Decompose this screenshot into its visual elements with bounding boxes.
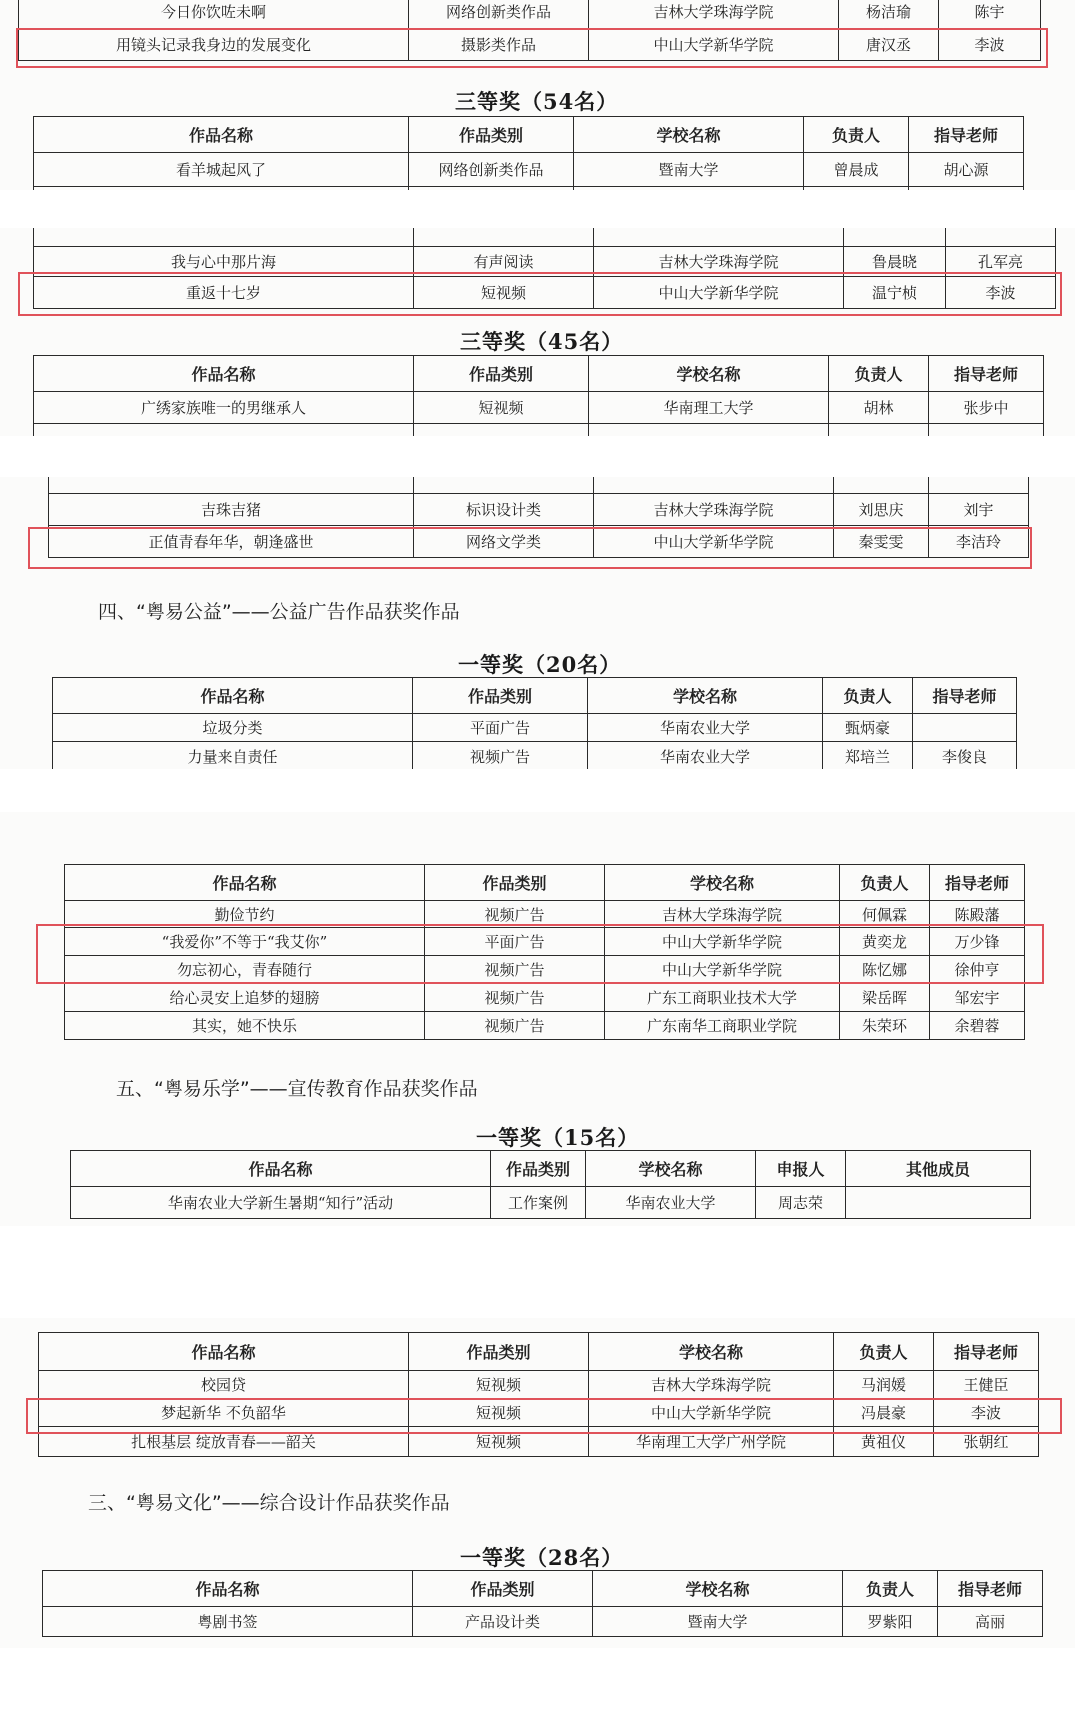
mentor: 胡心源 bbox=[909, 153, 1024, 187]
lead-person: 马润媛 bbox=[834, 1371, 934, 1399]
header-school: 学校名称 bbox=[605, 865, 840, 901]
table-header-row bbox=[34, 356, 1044, 392]
award-level-title: 三等奖（54名） bbox=[455, 89, 619, 114]
table-row bbox=[53, 742, 1017, 770]
header-mentor: 指导老师 bbox=[938, 1571, 1043, 1607]
school-name: 广东工商职业技术大学 bbox=[605, 984, 840, 1012]
work-category: 短视频 bbox=[409, 1399, 589, 1427]
school-name: 吉林大学珠海学院 bbox=[594, 247, 844, 277]
table-row bbox=[34, 228, 1056, 247]
awards-table bbox=[33, 355, 1044, 436]
lead-person: 黄奕龙 bbox=[840, 928, 930, 956]
applicant: 周志荣 bbox=[756, 1187, 846, 1219]
header-school: 学校名称 bbox=[586, 1151, 756, 1187]
school-name: 中山大学新华学院 bbox=[594, 526, 834, 558]
work-name: 梦起新华 不负韶华 bbox=[39, 1399, 409, 1427]
work-name: 力量来自责任 bbox=[53, 742, 413, 770]
work-name: 重返十七岁 bbox=[34, 277, 414, 309]
lead-person: 朱荣环 bbox=[840, 1012, 930, 1040]
school-name: 广东南华工商职业学院 bbox=[605, 1012, 840, 1040]
lead-person: 郑培兰 bbox=[823, 742, 913, 770]
header-category: 作品类别 bbox=[425, 865, 605, 901]
work-category: 网络文学类 bbox=[414, 526, 594, 558]
work-category: 视频广告 bbox=[425, 901, 605, 928]
header-lead: 负责人 bbox=[804, 117, 909, 153]
work-name: 正值青春年华，朝逢盛世 bbox=[49, 526, 414, 558]
lead-person: 罗紫阳 bbox=[843, 1607, 938, 1637]
work-category: 视频广告 bbox=[425, 1012, 605, 1040]
mentor: 余碧蓉 bbox=[930, 1012, 1025, 1040]
table-header-row bbox=[43, 1571, 1043, 1607]
mentor: 孔军亮 bbox=[946, 247, 1056, 277]
work-category: 网络创新类作品 bbox=[409, 0, 589, 29]
awards-table bbox=[33, 228, 1056, 309]
table-row bbox=[65, 1012, 1025, 1040]
table-row bbox=[71, 1187, 1031, 1219]
awards-table bbox=[42, 1570, 1043, 1637]
mentor bbox=[913, 714, 1017, 742]
awards-table bbox=[52, 677, 1017, 769]
header-other-members: 其他成员 bbox=[846, 1151, 1031, 1187]
table-row bbox=[49, 494, 1029, 526]
other-members bbox=[846, 1187, 1031, 1219]
school-name: 华南理工大学 bbox=[589, 392, 829, 424]
lead-person: 杨洁瑜 bbox=[839, 0, 939, 29]
work-category: 标识设计类 bbox=[414, 494, 594, 526]
header-applicant: 申报人 bbox=[756, 1151, 846, 1187]
document-fragment-2 bbox=[0, 228, 1075, 436]
work-name: 校园贷 bbox=[39, 1371, 409, 1399]
mentor: 张步中 bbox=[929, 392, 1044, 424]
header-work-name: 作品名称 bbox=[53, 678, 413, 714]
work-name: 今日你饮咗未啊 bbox=[19, 0, 409, 29]
awards-table bbox=[18, 0, 1041, 61]
mentor: 邹宏宇 bbox=[930, 984, 1025, 1012]
mentor: 徐仲亨 bbox=[930, 956, 1025, 984]
header-mentor: 指导老师 bbox=[934, 1333, 1039, 1371]
work-category: 视频广告 bbox=[413, 742, 588, 770]
lead-person: 冯晨豪 bbox=[834, 1399, 934, 1427]
work-category: 视频广告 bbox=[425, 984, 605, 1012]
school-name: 中山大学新华学院 bbox=[589, 1399, 834, 1427]
table-row bbox=[65, 928, 1025, 956]
work-category: 平面广告 bbox=[425, 928, 605, 956]
header-school: 学校名称 bbox=[589, 1333, 834, 1371]
work-name: 给心灵安上追梦的翅膀 bbox=[65, 984, 425, 1012]
lead-person: 温宁桢 bbox=[844, 277, 946, 309]
document-fragment-3 bbox=[0, 477, 1075, 769]
table-header-row bbox=[39, 1333, 1039, 1371]
lead-person: 秦雯雯 bbox=[834, 526, 929, 558]
mentor: 陈殿藩 bbox=[930, 901, 1025, 928]
work-name: 华南农业大学新生暑期“知行”活动 bbox=[71, 1187, 491, 1219]
section-heading: 三、“粤易文化”——综合设计作品获奖作品 bbox=[88, 1492, 450, 1514]
header-category: 作品类别 bbox=[409, 1333, 589, 1371]
awards-table bbox=[48, 477, 1029, 558]
school-name: 暨南大学 bbox=[593, 1607, 843, 1637]
work-category: 短视频 bbox=[409, 1371, 589, 1399]
lead-person: 刘思庆 bbox=[834, 494, 929, 526]
header-category: 作品类别 bbox=[413, 678, 588, 714]
work-category: 平面广告 bbox=[413, 714, 588, 742]
school-name: 华南农业大学 bbox=[586, 1187, 756, 1219]
school-name: 中山大学新华学院 bbox=[605, 928, 840, 956]
table-row bbox=[49, 526, 1029, 558]
table-row bbox=[65, 901, 1025, 928]
work-category: 短视频 bbox=[414, 392, 589, 424]
table-row bbox=[65, 984, 1025, 1012]
table-row bbox=[34, 187, 1024, 191]
section-heading: 五、“粤易乐学”——宣传教育作品获奖作品 bbox=[116, 1078, 478, 1100]
work-category: 产品设计类 bbox=[413, 1607, 593, 1637]
header-category: 作品类别 bbox=[414, 356, 589, 392]
work-category: 视频广告 bbox=[425, 956, 605, 984]
header-work-name: 作品名称 bbox=[34, 117, 409, 153]
award-level-title: 一等奖（28名） bbox=[460, 1545, 624, 1570]
table-row bbox=[39, 1427, 1039, 1457]
school-name: 中山大学新华学院 bbox=[605, 956, 840, 984]
work-name: 勿忘初心，青春随行 bbox=[65, 956, 425, 984]
work-name: 垃圾分类 bbox=[53, 714, 413, 742]
table-row bbox=[43, 1607, 1043, 1637]
table-row bbox=[19, 0, 1041, 29]
header-mentor: 指导老师 bbox=[913, 678, 1017, 714]
table-row bbox=[34, 153, 1024, 187]
lead-person: 鲁晨晓 bbox=[844, 247, 946, 277]
header-lead: 负责人 bbox=[840, 865, 930, 901]
section-heading: 四、“粤易公益”——公益广告作品获奖作品 bbox=[98, 601, 460, 623]
awards-table bbox=[70, 1150, 1031, 1219]
table-header-row bbox=[53, 678, 1017, 714]
header-work-name: 作品名称 bbox=[65, 865, 425, 901]
school-name: 暨南大学 bbox=[574, 153, 804, 187]
lead-person: 胡林 bbox=[829, 392, 929, 424]
table-header-row bbox=[65, 865, 1025, 901]
table-header-row bbox=[34, 117, 1024, 153]
lead-person: 曾晨成 bbox=[804, 153, 909, 187]
header-category: 作品类别 bbox=[409, 117, 574, 153]
header-school: 学校名称 bbox=[593, 1571, 843, 1607]
work-name: 扎根基层 绽放青春——韶关 bbox=[39, 1427, 409, 1457]
table-header-row bbox=[71, 1151, 1031, 1187]
header-mentor: 指导老师 bbox=[929, 356, 1044, 392]
awards-table bbox=[33, 116, 1024, 190]
school-name: 吉林大学珠海学院 bbox=[589, 1371, 834, 1399]
header-lead: 负责人 bbox=[829, 356, 929, 392]
mentor: 王健臣 bbox=[934, 1371, 1039, 1399]
header-lead: 负责人 bbox=[843, 1571, 938, 1607]
award-level-title: 三等奖（45名） bbox=[460, 329, 624, 354]
header-lead: 负责人 bbox=[834, 1333, 934, 1371]
mentor: 李波 bbox=[934, 1399, 1039, 1427]
mentor: 李俊良 bbox=[913, 742, 1017, 770]
school-name: 吉林大学珠海学院 bbox=[605, 901, 840, 928]
work-name: 我与心中那片海 bbox=[34, 247, 414, 277]
school-name: 华南理工大学广州学院 bbox=[589, 1427, 834, 1457]
header-school: 学校名称 bbox=[589, 356, 829, 392]
lead-person: 甄炳豪 bbox=[823, 714, 913, 742]
mentor: 张朝红 bbox=[934, 1427, 1039, 1457]
work-name: 其实，她不快乐 bbox=[65, 1012, 425, 1040]
table-row bbox=[34, 247, 1056, 277]
school-name: 中山大学新华学院 bbox=[594, 277, 844, 309]
table-row bbox=[34, 392, 1044, 424]
table-row bbox=[65, 956, 1025, 984]
work-category: 短视频 bbox=[414, 277, 594, 309]
header-school: 学校名称 bbox=[574, 117, 804, 153]
table-row bbox=[34, 277, 1056, 309]
header-work-name: 作品名称 bbox=[39, 1333, 409, 1371]
lead-person: 唐汉丞 bbox=[839, 29, 939, 61]
school-name: 华南农业大学 bbox=[588, 714, 823, 742]
lead-person: 梁岳晖 bbox=[840, 984, 930, 1012]
mentor: 李波 bbox=[939, 29, 1041, 61]
school-name: 吉林大学珠海学院 bbox=[594, 494, 834, 526]
lead-person: 黄祖仪 bbox=[834, 1427, 934, 1457]
work-category: 摄影类作品 bbox=[409, 29, 589, 61]
work-name: 粤剧书签 bbox=[43, 1607, 413, 1637]
header-work-name: 作品名称 bbox=[43, 1571, 413, 1607]
work-category: 有声阅读 bbox=[414, 247, 594, 277]
header-mentor: 指导老师 bbox=[930, 865, 1025, 901]
award-level-title: 一等奖（15名） bbox=[476, 1125, 640, 1150]
work-category: 工作案例 bbox=[491, 1187, 586, 1219]
work-name: 用镜头记录我身边的发展变化 bbox=[19, 29, 409, 61]
header-category: 作品类别 bbox=[413, 1571, 593, 1607]
document-fragment-4 bbox=[0, 812, 1075, 1226]
header-lead: 负责人 bbox=[823, 678, 913, 714]
document-fragment-5 bbox=[0, 1318, 1075, 1648]
school-name: 华南农业大学 bbox=[588, 742, 823, 770]
table-row bbox=[19, 29, 1041, 61]
header-work-name: 作品名称 bbox=[71, 1151, 491, 1187]
mentor: 刘宇 bbox=[929, 494, 1029, 526]
work-name: 看羊城起风了 bbox=[34, 153, 409, 187]
mentor: 陈宇 bbox=[939, 0, 1041, 29]
work-name: 吉珠吉猪 bbox=[49, 494, 414, 526]
header-mentor: 指导老师 bbox=[909, 117, 1024, 153]
work-category: 网络创新类作品 bbox=[409, 153, 574, 187]
document-fragment-1 bbox=[0, 0, 1075, 190]
table-row bbox=[39, 1371, 1039, 1399]
mentor: 高丽 bbox=[938, 1607, 1043, 1637]
school-name: 吉林大学珠海学院 bbox=[589, 0, 839, 29]
school-name: 中山大学新华学院 bbox=[589, 29, 839, 61]
table-row bbox=[39, 1399, 1039, 1427]
work-category: 短视频 bbox=[409, 1427, 589, 1457]
awards-table bbox=[64, 864, 1025, 1040]
mentor: 李洁玲 bbox=[929, 526, 1029, 558]
mentor: 李波 bbox=[946, 277, 1056, 309]
table-row bbox=[53, 714, 1017, 742]
work-name: 广绣家族唯一的男继承人 bbox=[34, 392, 414, 424]
lead-person: 何佩霖 bbox=[840, 901, 930, 928]
header-category: 作品类别 bbox=[491, 1151, 586, 1187]
work-name: 勤俭节约 bbox=[65, 901, 425, 928]
header-work-name: 作品名称 bbox=[34, 356, 414, 392]
lead-person: 陈忆娜 bbox=[840, 956, 930, 984]
awards-table bbox=[38, 1332, 1039, 1457]
award-level-title: 一等奖（20名） bbox=[458, 652, 622, 677]
header-school: 学校名称 bbox=[588, 678, 823, 714]
work-name: “我爱你”不等于“我艾你” bbox=[65, 928, 425, 956]
mentor: 万少锋 bbox=[930, 928, 1025, 956]
